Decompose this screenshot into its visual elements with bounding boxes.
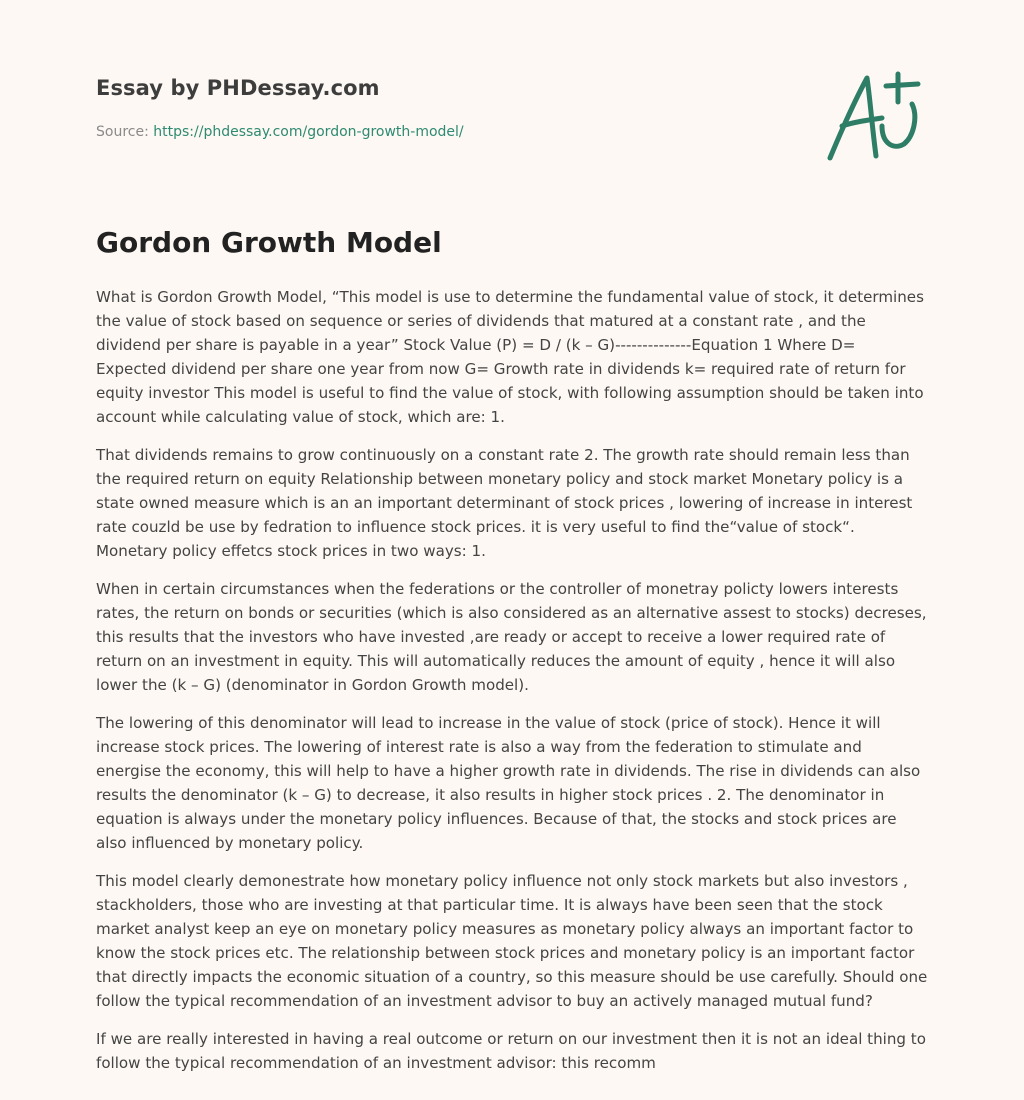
site-brand: Essay by PHDessay.com (96, 76, 380, 100)
essay-paragraph: What is Gordon Growth Model, “This model is use to determine the fundamental value of stock, it determines the value of stock based on sequence or series of dividends that matured at a constant rate , and the dividend per share is payable in a year” Stock Value (P) = D / (k – G)--------------Equation 1 Where D= Expected dividend per share one year from now G= Growth rate in dividends k= required rate of return for equity investor This model is useful to find the value of stock, with following assumption should be taken into account while calculating value of stock, which are: 1. (96, 288, 924, 426)
essay-paragraph: If we are really interested in having a real outcome or return on our investment then it is not an ideal thing to follow the typical recommendation of an investment advisor: this recomm (96, 1030, 926, 1072)
source-label: Source: (96, 124, 154, 140)
a-plus-logo-icon (820, 64, 930, 168)
essay-paragraph: That dividends remains to grow continuously on a constant rate 2. The growth rate should remain less than the required return on equity Relationship between monetary policy and stock market Monetary policy is a state owned measure which is an an important determinant of stock prices , lowering of increase in interest rate couzld be use by fedration to influence stock prices. it is very useful to find the“value of stock“. Monetary policy effetcs stock prices in two ways: 1. (96, 446, 913, 560)
source-line (96, 124, 464, 140)
essay-paragraph: The lowering of this denominator will lead to increase in the value of stock (price of stock). Hence it will increase stock prices. The lowering of interest rate is also a way from the federation to stimulate and energise the economy, this will help to have a higher growth rate in dividends. The rise in dividends can also results the denominator (k – G) to decrease, it also results in higher stock prices . 2. The denominator in equation is always under the monetary policy influences. Because of that, the stocks and stock prices are also influenced by monetary policy. (96, 714, 921, 852)
essay-body (96, 285, 928, 1089)
essay-paragraph: This model clearly demonestrate how monetary policy influence not only stock markets but also investors , stackholders, those who are investing at that particular time. It is always have been seen that the stock market analyst keep an eye on monetary policy measures as monetary policy always an important factor to know the stock prices etc. The relationship between stock prices and monetary policy is an important factor that directly impacts the economic situation of a country, so this measure should be use carefully. Should one follow the typical recommendation of an investment advisor to buy an actively managed mutual fund? (96, 872, 928, 1010)
essay-title: Gordon Growth Model (96, 226, 442, 259)
source-link[interactable]: https://phdessay.com/gordon-growth-model/ (153, 124, 464, 140)
essay-paragraph: When in certain circumstances when the federations or the controller of monetray policty lowers interests rates, the return on bonds or securities (which is also considered as an alternative assest to stocks) decreses, this results that the investors who have invested ,are ready or accept to receive a lower required rate of return on an investment in equity. This will automatically reduces the amount of equity , hence it will also lower the (k – G) (denominator in Gordon Growth model). (96, 580, 927, 694)
